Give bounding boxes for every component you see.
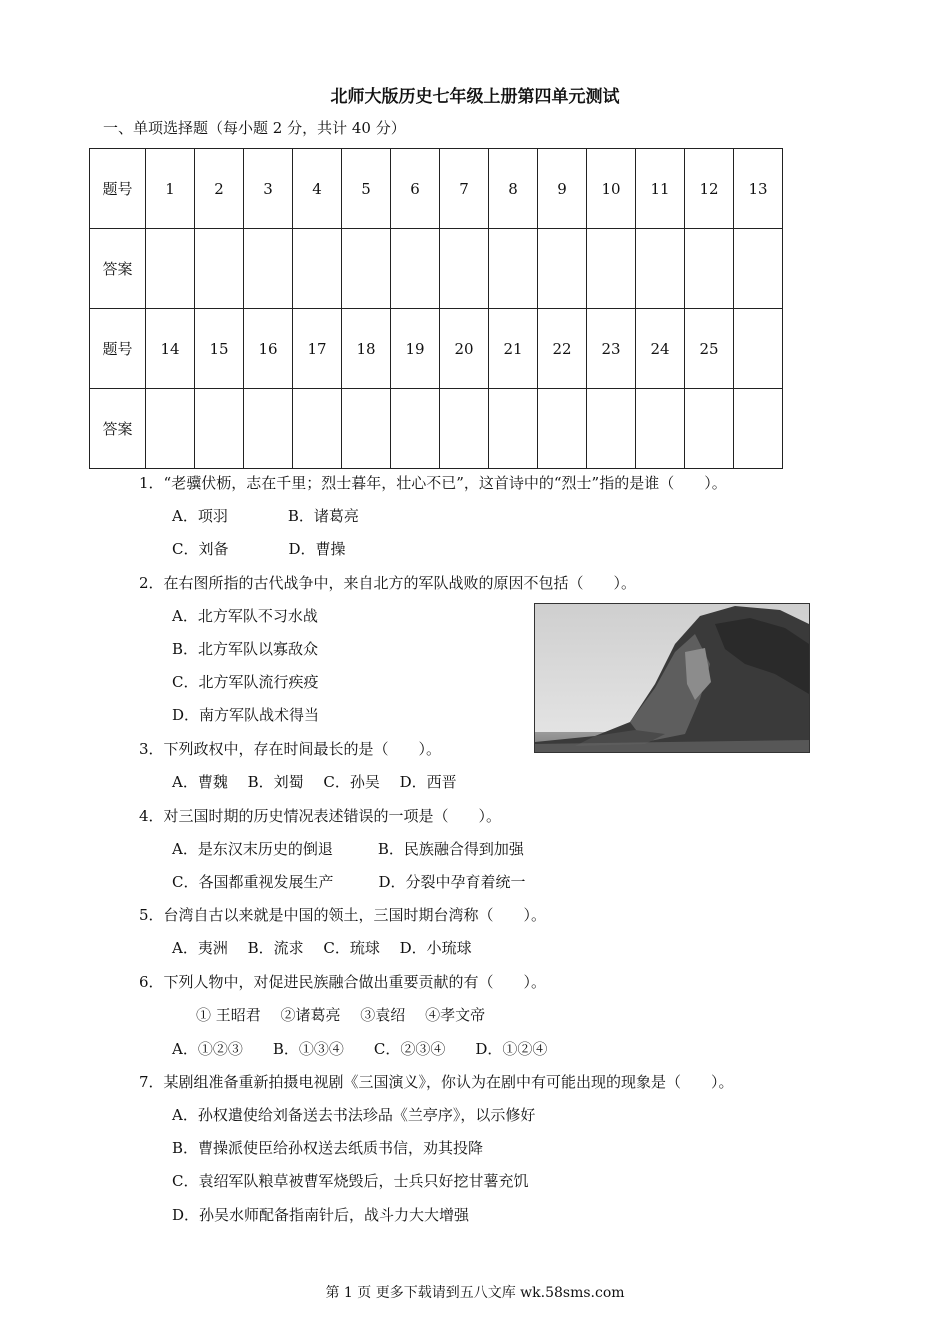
answer-grid [89, 148, 783, 469]
answer-cell[interactable] [195, 389, 244, 469]
number-row-1 [90, 149, 783, 229]
question-number: 4 [293, 149, 342, 229]
option-line: A．①②③ B．①③④ C．②③④ D．①②④ [172, 1040, 548, 1058]
answer-cell[interactable] [734, 389, 783, 469]
answer-cell[interactable] [391, 389, 440, 469]
answer-cell[interactable] [244, 389, 293, 469]
row-label-number: 题号 [90, 309, 146, 389]
cliff-photo-image [535, 604, 809, 752]
option-line: D．南方军队战术得当 [172, 706, 320, 724]
option-line: C．袁绍军队粮草被曹军烧毁后，士兵只好挖甘薯充饥 [172, 1172, 529, 1190]
answer-cell[interactable] [342, 229, 391, 309]
answer-cell[interactable] [391, 229, 440, 309]
question-number: 20 [440, 309, 489, 389]
answer-cell[interactable] [195, 229, 244, 309]
question-stem: 7．某剧组准备重新拍摄电视剧《三国演义》，你认为在剧中有可能出现的现象是（ ）。 [139, 1073, 734, 1091]
question-number: 9 [538, 149, 587, 229]
answer-cell[interactable] [538, 229, 587, 309]
question-number: 7 [440, 149, 489, 229]
question-number: 25 [685, 309, 734, 389]
option-line: A．项羽 B．诸葛亮 [172, 507, 359, 525]
option-line: B．曹操派使臣给孙权送去纸质书信，劝其投降 [172, 1139, 484, 1157]
question-number: 18 [342, 309, 391, 389]
answer-cell[interactable] [146, 229, 195, 309]
question-stem: 1．“老骥伏枥，志在千里；烈士暮年，壮心不已”，这首诗中的“烈士”指的是谁（ ）。 [139, 474, 727, 492]
option-line: C．刘备 D．曹操 [172, 540, 346, 558]
question-number: 16 [244, 309, 293, 389]
question-number: 2 [195, 149, 244, 229]
answer-cell[interactable] [489, 229, 538, 309]
answer-cell[interactable] [587, 229, 636, 309]
question-number: 17 [293, 309, 342, 389]
row-label-number: 题号 [90, 149, 146, 229]
answer-cell[interactable] [636, 229, 685, 309]
question-number: 14 [146, 309, 195, 389]
answer-row-2 [90, 389, 783, 469]
answer-cell[interactable] [734, 229, 783, 309]
question-number: 19 [391, 309, 440, 389]
option-line: C．各国都重视发展生产 D．分裂中孕育着统一 [172, 873, 526, 891]
question-number: 23 [587, 309, 636, 389]
answer-cell[interactable] [146, 389, 195, 469]
question-number: 1 [146, 149, 195, 229]
answer-cell[interactable] [538, 389, 587, 469]
answer-cell[interactable] [293, 389, 342, 469]
number-row-2 [90, 309, 783, 389]
option-line: A．北方军队不习水战 [172, 607, 318, 625]
question-number: 21 [489, 309, 538, 389]
red-cliff-photo [534, 603, 810, 753]
page-title: 北师大版历史七年级上册第四单元测试 [330, 87, 620, 107]
question-stem: 3．下列政权中，存在时间最长的是（ ）。 [139, 740, 442, 758]
option-line: A．孙权遣使给刘备送去书法珍品《兰亭序》，以示修好 [172, 1106, 536, 1124]
option-line: A．夷洲 B．流求 C．琉球 D．小琉球 [172, 939, 472, 957]
row-label-answer: 答案 [90, 389, 146, 469]
row-label-answer: 答案 [90, 229, 146, 309]
page-footer: 第 1 页 更多下载请到五八文库 wk.58sms.com [325, 1285, 625, 1301]
answer-cell[interactable] [440, 229, 489, 309]
option-line: ① 王昭君 ②诸葛亮 ③袁绍 ④孝文帝 [196, 1006, 486, 1024]
question-stem: 6．下列人物中，对促进民族融合做出重要贡献的有（ ）。 [139, 973, 547, 991]
section-heading: 一、单项选择题（每小题 2 分，共计 40 分） [103, 119, 406, 137]
answer-cell[interactable] [244, 229, 293, 309]
answer-row-1 [90, 229, 783, 309]
question-number: 13 [734, 149, 783, 229]
answer-cell[interactable] [440, 389, 489, 469]
question-stem: 4．对三国时期的历史情况表述错误的一项是（ ）。 [139, 807, 502, 825]
option-line: C．北方军队流行疾疫 [172, 673, 319, 691]
answer-cell[interactable] [685, 229, 734, 309]
option-line: B．北方军队以寡敌众 [172, 640, 319, 658]
answer-cell[interactable] [587, 389, 636, 469]
question-number: 12 [685, 149, 734, 229]
question-number: 6 [391, 149, 440, 229]
option-line: A．曹魏 B．刘蜀 C．孙吴 D．西晋 [172, 773, 457, 791]
answer-cell[interactable] [489, 389, 538, 469]
question-number: 15 [195, 309, 244, 389]
answer-cell[interactable] [293, 229, 342, 309]
question-number: 11 [636, 149, 685, 229]
option-line: D．孙吴水师配备指南针后，战斗力大大增强 [172, 1206, 470, 1224]
question-stem: 2．在右图所指的古代战争中，来自北方的军队战败的原因不包括（ ）。 [139, 574, 637, 592]
question-number: 22 [538, 309, 587, 389]
answer-cell[interactable] [342, 389, 391, 469]
question-number: 3 [244, 149, 293, 229]
answer-cell[interactable] [636, 389, 685, 469]
question-number: 10 [587, 149, 636, 229]
question-number: 24 [636, 309, 685, 389]
question-number [734, 309, 783, 389]
question-number: 8 [489, 149, 538, 229]
option-line: A．是东汉末历史的倒退 B．民族融合得到加强 [172, 840, 524, 858]
answer-cell[interactable] [685, 389, 734, 469]
question-number: 5 [342, 149, 391, 229]
question-stem: 5．台湾自古以来就是中国的领土，三国时期台湾称（ ）。 [139, 906, 547, 924]
